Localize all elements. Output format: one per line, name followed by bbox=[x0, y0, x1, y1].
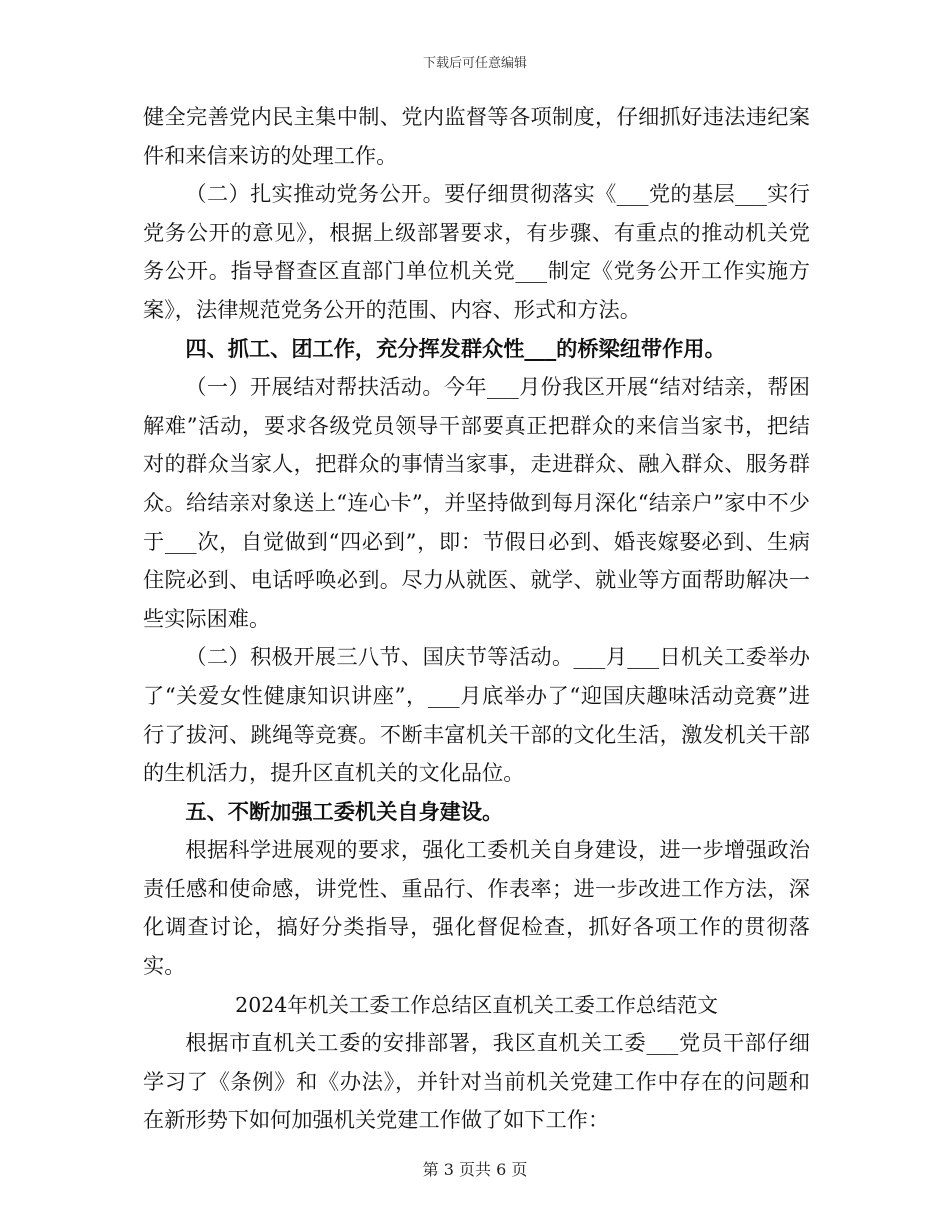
paragraph-self-construction: 根据科学进展观的要求，强化工委机关自身建设，进一步增强政治责任感和使命感，讲党性、重品行、作表率；进一步改进工作方法，深化调查讨论，搞好分类指导，强化督促检查，抓好各项工作的贯彻落实。 bbox=[143, 837, 810, 979]
paragraph-continued: 健全完善党内民主集中制、党内监督等各项制度，仔细抓好违法违纪案件和来信来访的处理工作。 bbox=[143, 104, 810, 168]
section-heading-5: 五、不断加强工委机关自身建设。 bbox=[185, 798, 504, 824]
document-body bbox=[143, 98, 810, 1140]
paragraph-intro: 根据市直机关工委的安排部署，我区直机关工委___党员干部仔细学习了《条例》和《办法》，并针对当前机关党建工作中存在的问题和在新形势下如何加强机关党建工作做了如下工作： bbox=[143, 1030, 810, 1133]
paragraph-party-affairs: （二）扎实推动党务公开。要仔细贯彻落实《___党的基层___实行党务公开的意见》，根据上级部署要求，有步骤、有重点的推动机关党务公开。指导督查区直部门单位机关党___制定《党务公开工作实施方案》，法律规范党务公开的范围、内容、形式和方法。 bbox=[143, 181, 810, 322]
section-heading-4: 四、抓工、团工作，充分挥发群众性___的桥梁纽带作用。 bbox=[185, 335, 726, 361]
paragraph-activities: （二）积极开展三八节、国庆节等活动。___月___日机关工委举办了“关爱女性健康知识讲座”，___月底举办了“迎国庆趣味活动竞赛”进行了拔河、跳绳等竞赛。不断丰富机关干部的文化生活，激发机关干部的生机活力，提升区直机关的文化品位。 bbox=[143, 644, 810, 786]
paragraph-pairing-assistance: （一）开展结对帮扶活动。今年___月份我区开展“结对结亲，帮困解难”活动，要求各级党员领导干部要真正把群众的来信当家书，把结对的群众当家人，把群众的事情当家事，走进群众、融入群众、服务群众。给结亲对象送上“连心卡”，并坚持做到每月深化“结亲户”家中不少于___次，自觉做到“四必到”，即：节假日必到、婚丧嫁娶必到、生病住院必到、电话呼唤必到。尽力从就医、就学、就业等方面帮助解决一些实际困难。 bbox=[143, 374, 810, 631]
page-number: 第 3 页共 6 页 bbox=[422, 1160, 528, 1179]
page-header: 下载后可任意编辑 bbox=[422, 56, 527, 71]
document-title: 2024年机关工委工作总结区直机关工委工作总结范文 bbox=[235, 992, 718, 1017]
